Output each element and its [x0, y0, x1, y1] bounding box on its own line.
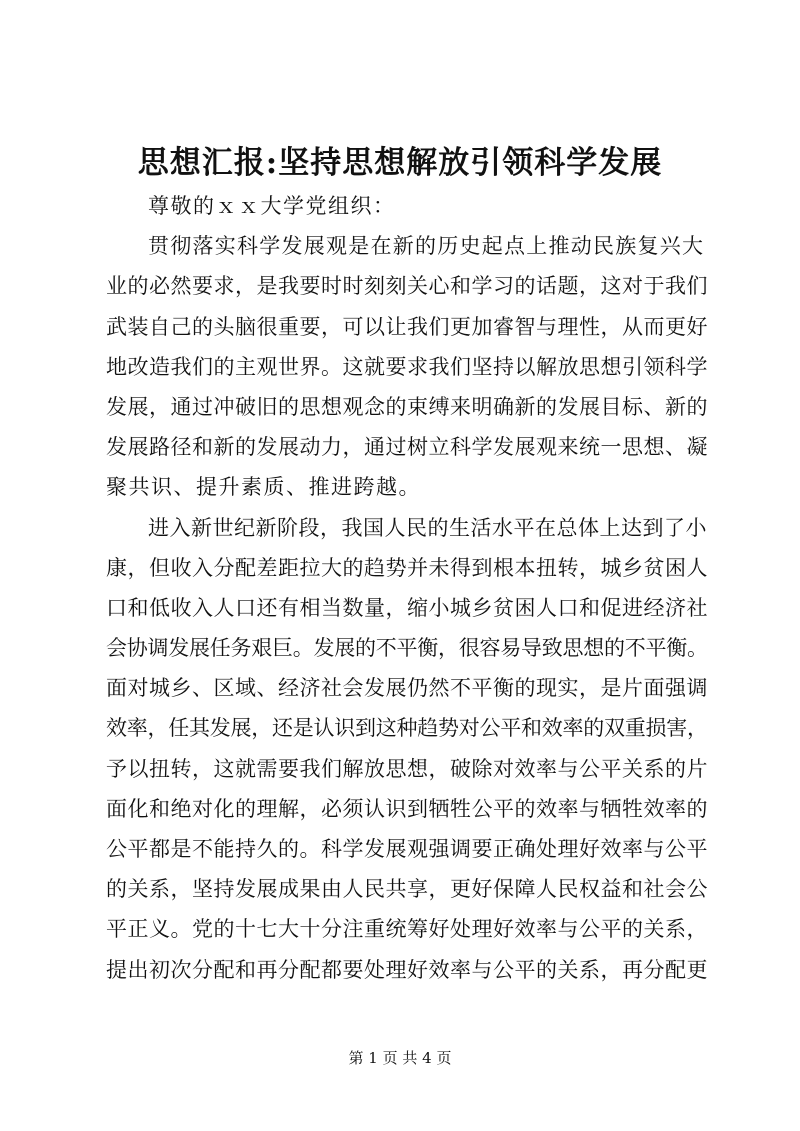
paragraph-first-line: 贯彻落实科学发展观是在新的历史起点上推动民族复兴大: [148, 234, 705, 259]
paragraph-line: 面化和绝对化的理解，必须认识到牺牲公平的效率与牺牲效率的: [106, 796, 708, 821]
paragraph-line: 地改造我们的主观世界。这就要求我们坚持以解放思想引领科学: [106, 354, 708, 379]
paragraph-line: 面对城乡、区域、经济社会发展仍然不平衡的现实，是片面强调: [106, 676, 708, 701]
page-footer: 第 1 页 共 4 页: [348, 1049, 452, 1067]
paragraph-line: 发展路径和新的发展动力，通过树立科学发展观来统一思想、凝: [106, 435, 708, 460]
paragraph-line: 口和低收入人口还有相当数量，缩小城乡贫困人口和促进经济社: [106, 595, 708, 620]
paragraph-line: 康，但收入分配差距拉大的趋势并未得到根本扭转，城乡贫困人: [106, 555, 708, 580]
paragraph-line: 平正义。党的十七大十分注重统筹好处理好效率与公平的关系，: [106, 917, 708, 942]
paragraph-line: 予以扭转，这就需要我们解放思想，破除对效率与公平关系的片: [106, 756, 708, 781]
paragraph-line: 武装自己的头脑很重要，可以让我们更加睿智与理性，从而更好: [106, 314, 708, 339]
paragraph-line: 聚共识、提升素质、推进跨越。: [106, 475, 421, 500]
paragraph-line: 会协调发展任务艰巨。发展的不平衡，很容易导致思想的不平衡。: [106, 636, 708, 661]
paragraph-first-line: 进入新世纪新阶段，我国人民的生活水平在总体上达到了小: [148, 515, 707, 540]
paragraph-line: 提出初次分配和再分配都要处理好效率与公平的关系，再分配更: [106, 957, 708, 982]
paragraph-line: 发展，通过冲破旧的思想观念的束缚来明确新的发展目标、新的: [106, 394, 708, 419]
paragraph-first-line: 尊敬的ｘｘ大学党组织：: [148, 194, 396, 218]
paragraph-line: 效率，任其发展，还是认识到这种趋势对公平和效率的双重损害，: [106, 716, 708, 741]
paragraph-line: 业的必然要求，是我要时时刻刻关心和学习的话题，这对于我们: [106, 274, 708, 299]
document-body: [106, 186, 710, 990]
paragraph-line: 公平都是不能持久的。科学发展观强调要正确处理好效率与公平: [106, 837, 708, 861]
document-title: 思想汇报:坚持思想解放引领科学发展: [137, 145, 663, 181]
paragraph-line: 的关系，坚持发展成果由人民共享，更好保障人民权益和社会公: [106, 877, 708, 902]
